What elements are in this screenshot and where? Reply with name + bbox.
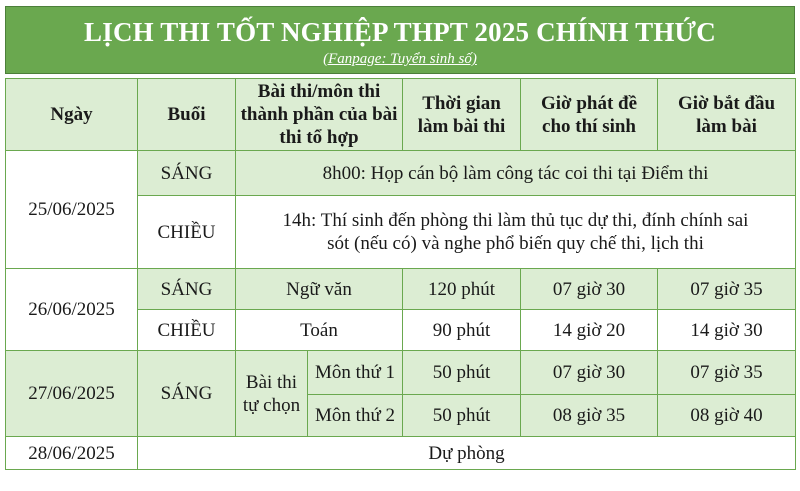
col-header-start-time: Giờ bắt đầu làm bài: [658, 79, 796, 151]
note-cell: Dự phòng: [138, 437, 796, 470]
paper-time-cell: 14 giờ 20: [521, 310, 658, 351]
session-cell: SÁNG: [138, 351, 236, 437]
start-time-cell: 07 giờ 35: [658, 351, 796, 395]
col-header-duration: Thời gian làm bài thi: [403, 79, 521, 151]
date-cell: 28/06/2025: [6, 437, 138, 470]
table-row: [6, 437, 796, 470]
subject-cell: Môn thứ 2: [308, 395, 403, 437]
start-time-cell: 14 giờ 30: [658, 310, 796, 351]
table-row: [6, 351, 796, 395]
col-header-day: Ngày: [6, 79, 138, 151]
table-row: [6, 151, 796, 196]
schedule-table: [5, 78, 796, 470]
session-cell: SÁNG: [138, 151, 236, 196]
paper-time-cell: 08 giờ 35: [521, 395, 658, 437]
subject-cell: Môn thứ 1: [308, 351, 403, 395]
col-header-session: Buổi: [138, 79, 236, 151]
duration-cell: 90 phút: [403, 310, 521, 351]
elective-group-cell: Bài thi tự chọn: [236, 351, 308, 437]
fanpage-subtitle: (Fanpage: Tuyển sinh số): [323, 51, 477, 67]
duration-cell: 120 phút: [403, 269, 521, 310]
col-header-subject: Bài thi/môn thi thành phần của bài thi tổ hợp: [236, 79, 403, 151]
date-cell: 25/06/2025: [6, 151, 138, 269]
paper-time-cell: 07 giờ 30: [521, 269, 658, 310]
duration-cell: 50 phút: [403, 351, 521, 395]
page-title: LỊCH THI TỐT NGHIỆP THPT 2025 CHÍNH THỨC: [84, 17, 716, 47]
duration-cell: 50 phút: [403, 395, 521, 437]
subject-cell: Toán: [236, 310, 403, 351]
session-cell: CHIỀU: [138, 310, 236, 351]
title-banner: [5, 6, 795, 74]
session-cell: SÁNG: [138, 269, 236, 310]
note-cell: 8h00: Họp cán bộ làm công tác coi thi tại Điểm thi: [236, 151, 796, 196]
col-header-paper-time: Giờ phát đề cho thí sinh: [521, 79, 658, 151]
date-cell: 27/06/2025: [6, 351, 138, 437]
date-cell: 26/06/2025: [6, 269, 138, 351]
session-cell: CHIỀU: [138, 196, 236, 269]
table-header-row: [6, 79, 796, 151]
paper-time-cell: 07 giờ 30: [521, 351, 658, 395]
start-time-cell: 08 giờ 40: [658, 395, 796, 437]
subject-cell: Ngữ văn: [236, 269, 403, 310]
note-cell: 14h: Thí sinh đến phòng thi làm thủ tục dự thi, đính chính sai sót (nếu có) và nghe phổ biến quy chế thi, lịch thi: [236, 196, 796, 269]
start-time-cell: 07 giờ 35: [658, 269, 796, 310]
table-row: [6, 269, 796, 310]
